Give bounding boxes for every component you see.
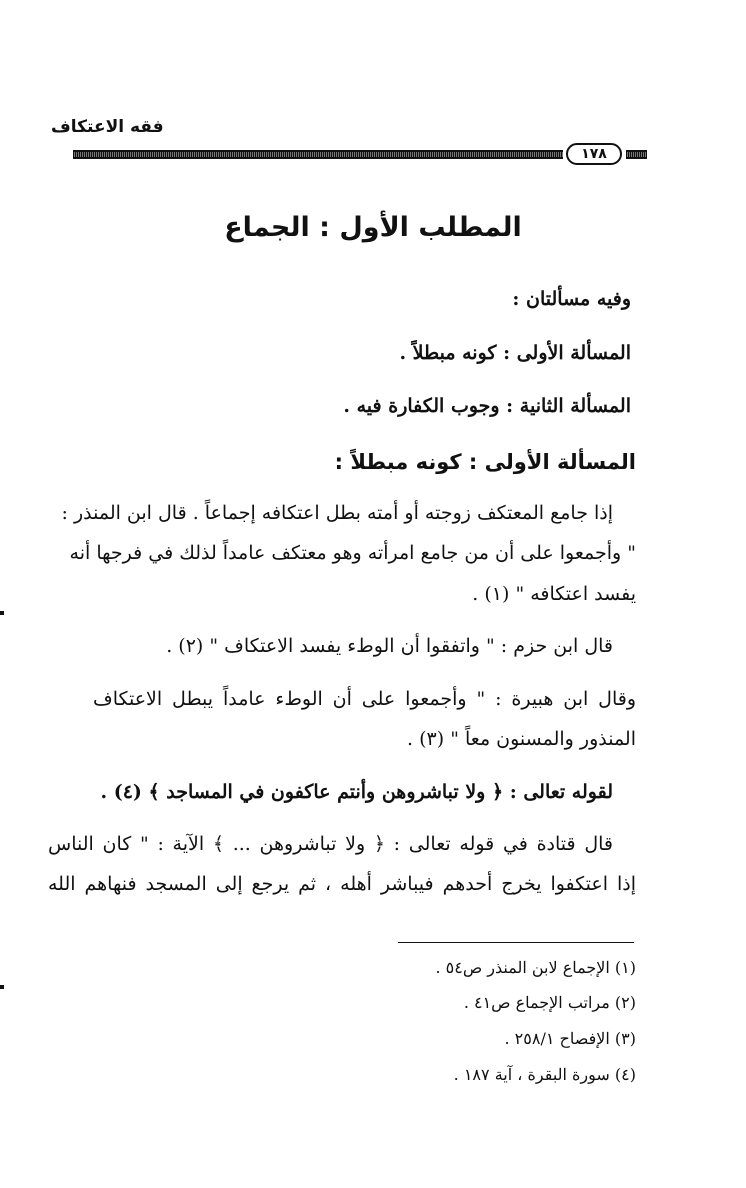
footnote: (٢) مراتب الإجماع ص٤١ . (463, 993, 636, 1012)
scan-mark (0, 985, 4, 989)
paragraph-line: قال قتادة في قوله تعالى : ﴿ ولا تباشروهن ... ﴾ الآية : " كان الناس (48, 833, 613, 855)
footnote-separator (398, 942, 634, 943)
page-number: ١٧٨ (566, 143, 622, 165)
paragraph-line: قال ابن حزم : " واتفقوا أن الوطء يفسد الاعتكاف " (٢) . (166, 635, 613, 657)
subheading: المسألة الأولى : كونه مبطلاً : (334, 450, 636, 474)
section-title: المطلب الأول : الجماع (224, 212, 522, 243)
header-rule (73, 150, 563, 159)
issue-two: المسألة الثانية : وجوب الكفارة فيه . (343, 395, 631, 417)
paragraph-line: " وأجمعوا على أن من جامع امرأته وهو معتكف عامداً لذلك في فرجها أنه (69, 542, 636, 564)
quran-verse-line: لقوله تعالى : ﴿ ولا تباشروهن وأنتم عاكفون في المساجد ﴾ (٤) . (100, 781, 613, 803)
header-rule-end (626, 150, 647, 159)
paragraph-line: إذا جامع المعتكف زوجته أو أمته بطل اعتكافه إجماعاً . قال ابن المنذر : (61, 502, 613, 524)
issue-one: المسألة الأولى : كونه مبطلاً . (399, 342, 631, 364)
paragraph-line: يفسد اعتكافه " (١) . (472, 583, 636, 605)
scan-mark (0, 611, 4, 615)
footnote: (٣) الإفصاح ٢٥٨/١ . (504, 1029, 636, 1048)
running-title: فقه الاعتكاف (51, 117, 164, 137)
footnote: (٤) سورة البقرة ، آية ١٨٧ . (453, 1065, 636, 1084)
intro-line: وفيه مسألتان : (512, 288, 631, 310)
footnote: (١) الإجماع لابن المنذر ص٥٤ . (435, 958, 636, 977)
paragraph-line: إذا اعتكفوا يخرج أحدهم فيباشر أهله ، ثم يرجع إلى المسجد فنهاهم الله (48, 873, 636, 895)
paragraph-line: وقال ابن هبيرة : " وأجمعوا على أن الوطء عامداً يبطل الاعتكاف (93, 688, 636, 710)
paragraph-line: المنذور والمسنون معاً " (٣) . (407, 728, 636, 750)
